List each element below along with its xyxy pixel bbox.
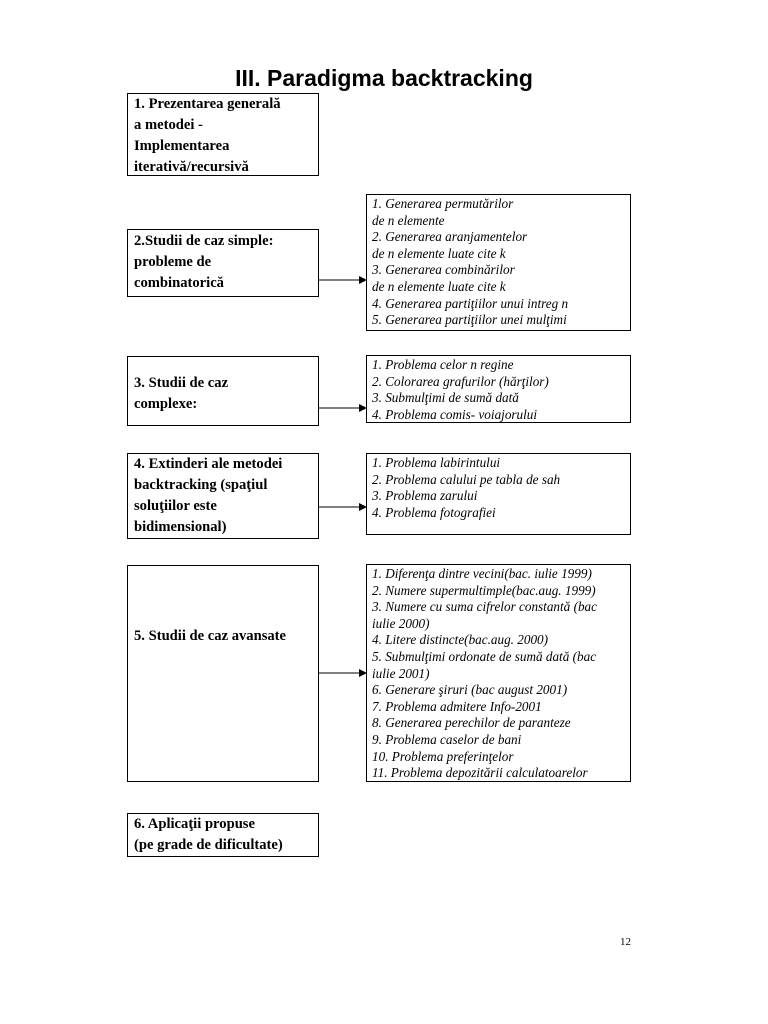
- list-item: 4. Litere distincte(bac.aug. 2000): [372, 632, 549, 648]
- list-item: iulie 2000): [372, 615, 430, 631]
- list-item: 5. Submulţimi ordonate de sumă dată (bac: [372, 648, 597, 664]
- list-item: 3. Problema zarului: [372, 488, 478, 504]
- list-item: 2. Colorarea grafurilor (hărţilor): [372, 373, 549, 389]
- list-item: 4. Problema comis- voiajorului: [372, 406, 538, 422]
- page-title: III. Paradigma backtracking: [235, 65, 533, 91]
- list-item: de n elemente luate cite k: [372, 278, 506, 294]
- section-4-line: bidimensional): [134, 519, 227, 535]
- section-6-line: (pe grade de dificultate): [134, 837, 283, 853]
- section-6-line: 6. Aplicaţii propuse: [134, 816, 255, 832]
- section-2-line: 2.Studii de caz simple:: [134, 233, 274, 249]
- section-1-line: a metodei -: [134, 117, 203, 133]
- list-item: 3. Submulţimi de sumă dată: [372, 390, 519, 406]
- section-3-line: complexe:: [134, 396, 198, 412]
- list-item: 10. Problema preferinţelor: [372, 748, 514, 764]
- list-item: 1. Problema celor n regine: [372, 357, 514, 372]
- list-item: 7. Problema admitere Info-2001: [372, 698, 542, 714]
- list-item: iulie 2001): [372, 665, 430, 681]
- list-item: 3. Numere cu suma cifrelor constantă (bac: [372, 599, 598, 615]
- list-item: 4. Problema fotografiei: [372, 504, 496, 520]
- section-2-line: combinatorică: [134, 275, 224, 291]
- list-item: 11. Problema depozitării calculatoarelor: [372, 765, 588, 781]
- section-3-line: 3. Studii de caz: [134, 375, 229, 391]
- section-2-line: probleme de: [134, 254, 212, 270]
- list-item: 5. Generarea partiţiilor unei mulţimi: [372, 312, 567, 328]
- list-item: 6. Generare şiruri (bac august 2001): [372, 682, 568, 698]
- list-item: 4. Generarea partiţiilor unui intreg n: [372, 295, 569, 311]
- list-item: de n elemente luate cite k: [372, 245, 506, 261]
- section-4-line: soluţiilor este: [134, 498, 217, 514]
- list-item: de n elemente: [372, 212, 445, 228]
- list-item: 1. Diferenţa dintre vecini(bac. iulie 1999): [372, 566, 592, 581]
- list-item: 2. Numere supermultimple(bac.aug. 1999): [372, 582, 596, 598]
- section-1-line: 1. Prezentarea generală: [134, 96, 281, 112]
- list-item: 9. Problema caselor de bani: [372, 731, 522, 747]
- list-item: 2. Generarea aranjamentelor: [372, 229, 528, 245]
- section-4-line: 4. Extinderi ale metodei: [134, 456, 283, 472]
- section-1-line: iterativă/recursivă: [134, 159, 249, 175]
- list-item: 1. Problema labirintului: [372, 455, 501, 470]
- list-item: 8. Generarea perechilor de paranteze: [372, 715, 571, 731]
- list-item: 3. Generarea combinărilor: [372, 262, 515, 278]
- section-1-line: Implementarea: [134, 138, 230, 154]
- section-4-line: backtracking (spaţiul: [134, 477, 268, 493]
- section-5-line: 5. Studii de caz avansate: [134, 628, 287, 644]
- list-item: 2. Problema calului pe tabla de sah: [372, 471, 561, 487]
- list-item: 1. Generarea permutărilor: [372, 196, 514, 211]
- page-number: 12: [620, 936, 631, 948]
